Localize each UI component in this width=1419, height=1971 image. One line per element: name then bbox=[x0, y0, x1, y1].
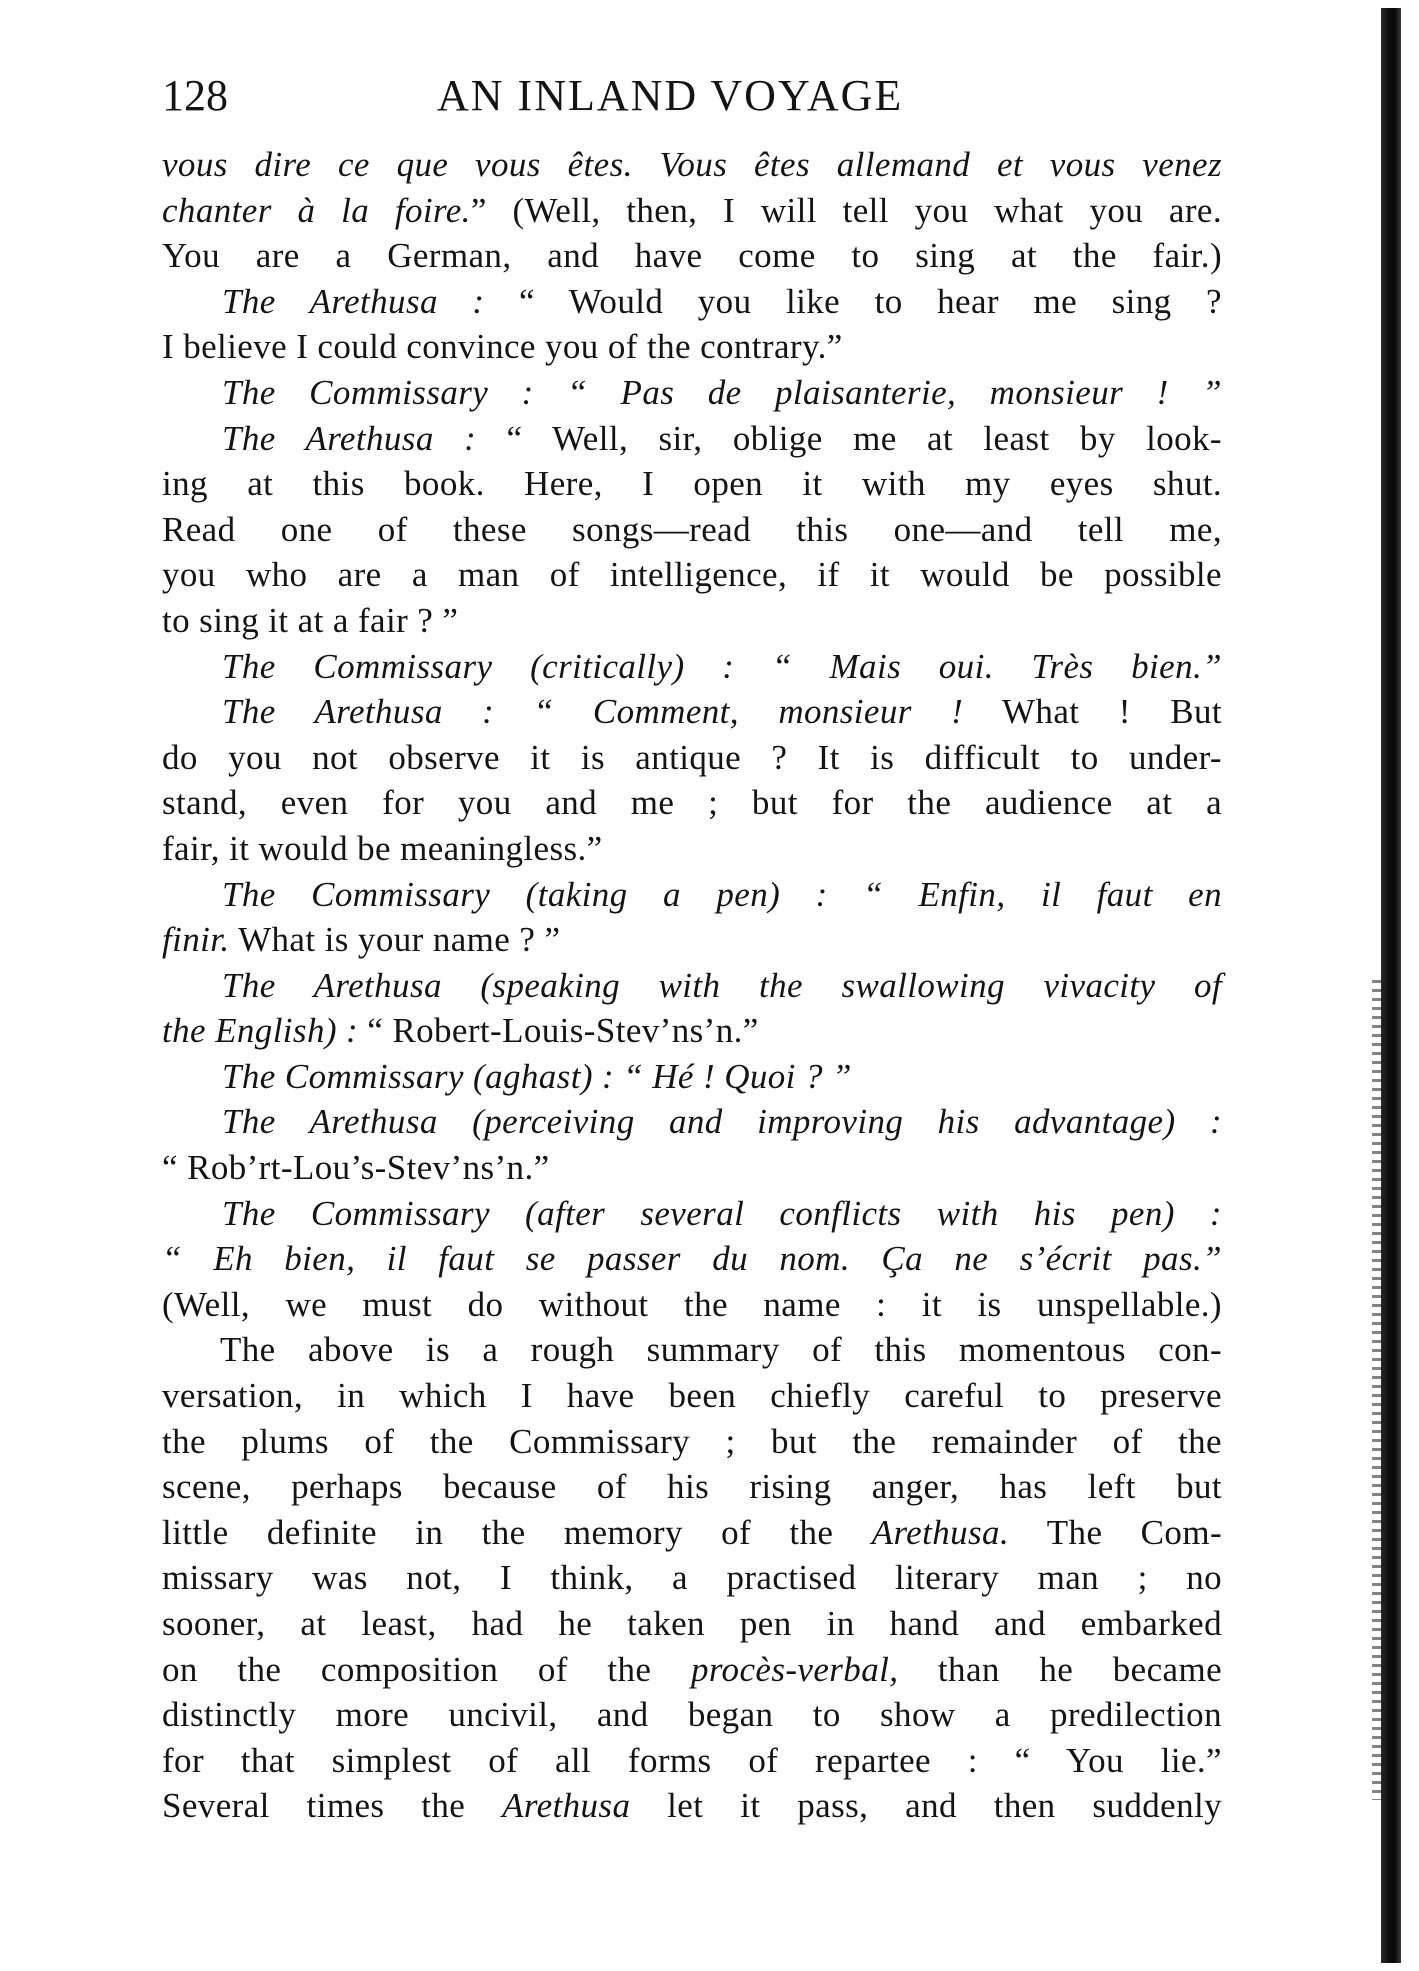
roman-text: What ! But bbox=[963, 692, 1222, 732]
roman-text: You are a German, and have come to sing at the fair.) bbox=[162, 236, 1222, 276]
roman-text: little definite in the memory of the bbox=[162, 1512, 872, 1552]
text-line bbox=[162, 142, 1222, 188]
roman-text: The above is a rough summary of this momentous con- bbox=[220, 1330, 1222, 1370]
page-header bbox=[162, 66, 1222, 126]
text-line bbox=[162, 917, 1222, 963]
text-line bbox=[162, 1464, 1222, 1510]
text-line bbox=[162, 416, 1222, 462]
italic-text: The Commissary (critically) : “ Mais oui. Très bien.” bbox=[222, 646, 1222, 686]
roman-text: the plums of the Commissary ; but the remainder of the bbox=[162, 1421, 1222, 1461]
italic-text: chanter à la foire. bbox=[162, 190, 471, 230]
text-line bbox=[162, 1008, 1222, 1054]
text-line bbox=[162, 279, 1222, 325]
roman-text: sooner, at least, had he taken pen in hand and embarked bbox=[162, 1604, 1222, 1643]
roman-text: ” (Well, then, I will tell you what you are. bbox=[470, 190, 1222, 230]
italic-text: procès-verbal, bbox=[690, 1649, 899, 1689]
italic-text: The Arethusa : bbox=[222, 281, 485, 321]
text-line bbox=[162, 1510, 1222, 1556]
text-line bbox=[162, 1236, 1222, 1282]
text-line bbox=[162, 598, 1222, 644]
text-line bbox=[162, 1647, 1222, 1693]
text-line bbox=[162, 1692, 1222, 1738]
italic-text: The Arethusa (speaking with the swallowing vivacity of bbox=[222, 965, 1222, 1005]
roman-text: on the composition of the bbox=[162, 1649, 691, 1689]
text-line bbox=[162, 1783, 1222, 1829]
text-line bbox=[162, 1054, 1222, 1100]
italic-text: “ Eh bien, il faut se passer du nom. Ça ne s’écrit pas.” bbox=[162, 1239, 1222, 1279]
binding-edge bbox=[1381, 8, 1401, 1963]
roman-text: distinctly more uncivil, and began to show a predilection bbox=[162, 1695, 1222, 1735]
italic-text: Arethusa bbox=[502, 1786, 631, 1826]
italic-text: The Arethusa : bbox=[222, 418, 477, 458]
roman-text: fair, it would be meaningless.” bbox=[162, 828, 603, 868]
italic-text: The Commissary (after several conflicts with his pen) : bbox=[222, 1193, 1222, 1233]
roman-text: “ Robert-Louis-Stev’ns’n.” bbox=[358, 1011, 759, 1051]
roman-text: missary was not, I think, a practised literary man ; no bbox=[162, 1558, 1222, 1598]
roman-text: let it pass, and then suddenly bbox=[630, 1786, 1222, 1826]
roman-text: scene, perhaps because of his rising anger, has left but bbox=[162, 1467, 1222, 1507]
text-line bbox=[162, 1282, 1222, 1328]
text-line bbox=[162, 1327, 1222, 1373]
roman-text: What is your name ? ” bbox=[229, 920, 561, 960]
roman-text: than he became bbox=[898, 1649, 1223, 1689]
italic-text: The Commissary : “ Pas de plaisanterie, monsieur ! ” bbox=[222, 372, 1222, 412]
text-line bbox=[162, 1555, 1222, 1601]
text-line bbox=[162, 461, 1222, 507]
text-line bbox=[162, 552, 1222, 598]
running-title: AN INLAND VOYAGE bbox=[437, 71, 904, 120]
roman-text: to sing it at a fair ? ” bbox=[162, 600, 459, 640]
roman-text: ing at this book. Here, I open it with my eyes shut. bbox=[162, 464, 1222, 504]
text-line bbox=[162, 233, 1222, 279]
roman-text: “ Would you like to hear me sing ? bbox=[484, 281, 1222, 321]
page-number: 128 bbox=[162, 71, 228, 120]
text-line bbox=[162, 1419, 1222, 1465]
roman-text: “ Well, sir, oblige me at least by look- bbox=[476, 418, 1222, 458]
body-text bbox=[162, 142, 1222, 1829]
text-line bbox=[162, 1601, 1222, 1647]
text-line bbox=[162, 188, 1222, 234]
italic-text: The Commissary (aghast) : “ Hé ! Quoi ? ” bbox=[222, 1056, 852, 1096]
binding-edge-shadow bbox=[1372, 980, 1384, 1800]
italic-text: The Arethusa : “ Comment, monsieur ! bbox=[222, 692, 964, 732]
roman-text: stand, even for you and me ; but for the audience at a bbox=[162, 783, 1222, 823]
roman-text: I believe I could convince you of the contrary.” bbox=[162, 327, 843, 367]
text-line bbox=[162, 1099, 1222, 1145]
text-line bbox=[162, 1191, 1222, 1237]
text-line bbox=[162, 963, 1222, 1009]
roman-text: do you not observe it is antique ? It is difficult to under- bbox=[162, 737, 1222, 777]
text-line bbox=[162, 324, 1222, 370]
text-line bbox=[162, 735, 1222, 781]
text-line bbox=[162, 1373, 1222, 1419]
text-line bbox=[162, 370, 1222, 416]
roman-text: you who are a man of intelligence, if it would be possible bbox=[162, 555, 1222, 595]
roman-text: Several times the bbox=[162, 1786, 503, 1826]
roman-text: versation, in which I have been chiefly careful to preserve bbox=[162, 1376, 1222, 1416]
text-line bbox=[162, 872, 1222, 918]
roman-text: (Well, we must do without the name : it is unspellable.) bbox=[162, 1284, 1222, 1324]
text-line bbox=[162, 780, 1222, 826]
italic-text: vous dire ce que vous êtes. Vous êtes allemand et vous venez bbox=[162, 145, 1222, 184]
italic-text: finir. bbox=[162, 920, 230, 960]
italic-text: The Arethusa (perceiving and improving his advantage) : bbox=[222, 1102, 1222, 1142]
roman-text: The Com- bbox=[1009, 1512, 1223, 1552]
text-line bbox=[162, 689, 1222, 735]
italic-text: The Commissary (taking a pen) : “ Enfin, il faut en bbox=[222, 874, 1222, 914]
text-line bbox=[162, 644, 1222, 690]
text-line bbox=[162, 1145, 1222, 1191]
roman-text: Read one of these songs—read this one—and tell me, bbox=[162, 509, 1222, 549]
roman-text: for that simplest of all forms of repartee : “ You lie.” bbox=[162, 1740, 1222, 1780]
italic-text: Arethusa. bbox=[871, 1512, 1010, 1552]
text-line bbox=[162, 826, 1222, 872]
italic-text: the English) : bbox=[162, 1011, 359, 1051]
text-line bbox=[162, 507, 1222, 553]
text-line bbox=[162, 1738, 1222, 1784]
roman-text: “ Rob’rt-Lou’s-Stev’ns’n.” bbox=[162, 1148, 550, 1188]
